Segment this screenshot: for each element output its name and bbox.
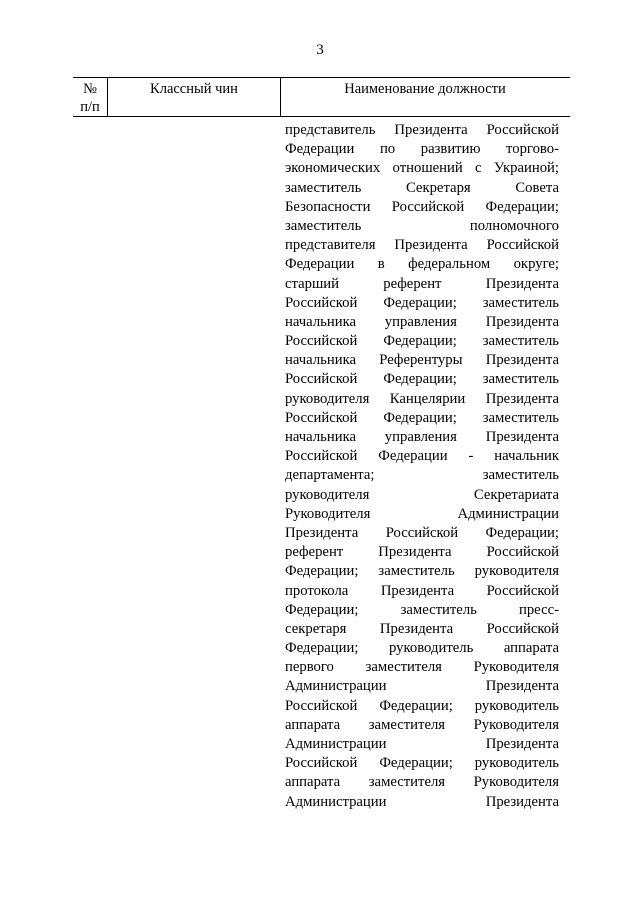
column-divider-2 bbox=[280, 78, 281, 116]
header-title-column: Наименование должности bbox=[344, 81, 506, 97]
position-text-line: начальника управления Президента bbox=[285, 313, 559, 330]
position-text-line: Администрации Президента bbox=[285, 736, 559, 752]
position-text-line: Федерации; заместитель пресс- bbox=[285, 601, 559, 618]
position-description-cell bbox=[285, 121, 559, 812]
position-text-line: Российской Федерации; заместитель bbox=[285, 294, 559, 311]
position-text-line: аппарата заместителя Руководителя bbox=[285, 774, 559, 791]
position-text-line: секретаря Президента Российской bbox=[285, 620, 559, 637]
position-text-line: протокола Президента Российской bbox=[285, 582, 559, 599]
position-text-line: Российской Федерации; руководитель bbox=[285, 755, 559, 772]
position-text-line: руководителя Секретариата bbox=[285, 486, 559, 503]
position-text-line: Администрации Президента bbox=[285, 793, 559, 810]
position-text-line: Безопасности Российской Федерации; bbox=[285, 198, 559, 215]
position-text-line: аппарата заместителя Руководителя bbox=[285, 716, 559, 733]
position-text-line: референт Президента Российской bbox=[285, 544, 559, 561]
position-text-line: заместитель полномочного bbox=[285, 217, 559, 234]
position-text-line: Администрации Президента bbox=[285, 678, 559, 695]
position-text-line: начальника Референтуры Президента bbox=[285, 352, 559, 369]
position-text-line: первого заместителя Руководителя bbox=[285, 659, 559, 676]
position-text-line: заместитель Секретаря Совета bbox=[285, 179, 559, 196]
position-text-line: начальника управления Президента bbox=[285, 429, 559, 445]
header-number-abbrev: п/п bbox=[80, 99, 100, 115]
header-number-symbol: № bbox=[83, 81, 97, 97]
position-text-line: представителя Президента Российской bbox=[285, 237, 559, 254]
table-top-border bbox=[73, 77, 570, 78]
page-number: 3 bbox=[316, 42, 324, 58]
position-text-line: Российской Федерации; заместитель bbox=[285, 333, 559, 350]
position-text-line: Федерации; заместитель руководителя bbox=[285, 563, 559, 580]
position-text-line: департамента; заместитель bbox=[285, 467, 559, 484]
position-text-line: старший референт Президента bbox=[285, 275, 559, 292]
position-text-line: Российской Федерации - начальник bbox=[285, 448, 559, 465]
position-text-line: Федерации в федеральном округе; bbox=[285, 256, 559, 273]
header-rank-column: Классный чин bbox=[150, 81, 238, 97]
position-text-line: Российской Федерации; заместитель bbox=[285, 371, 559, 388]
position-text-line: Российской Федерации; руководитель bbox=[285, 697, 559, 714]
position-text-line: экономических отношений с Украиной; bbox=[285, 160, 559, 177]
position-text-line: представитель Президента Российской bbox=[285, 122, 559, 138]
position-text-line: Федерации; руководитель аппарата bbox=[285, 640, 559, 657]
table-header-bottom-border bbox=[73, 116, 570, 117]
position-text-line: Президента Российской Федерации; bbox=[285, 524, 559, 541]
position-text-line: руководителя Канцелярии Президента bbox=[285, 390, 559, 407]
position-text-line: Федерации по развитию торгово- bbox=[285, 141, 559, 158]
position-text-line: Российской Федерации; заместитель bbox=[285, 409, 559, 426]
header-number-column bbox=[76, 80, 104, 116]
position-text-line: Руководителя Администрации bbox=[285, 505, 559, 522]
